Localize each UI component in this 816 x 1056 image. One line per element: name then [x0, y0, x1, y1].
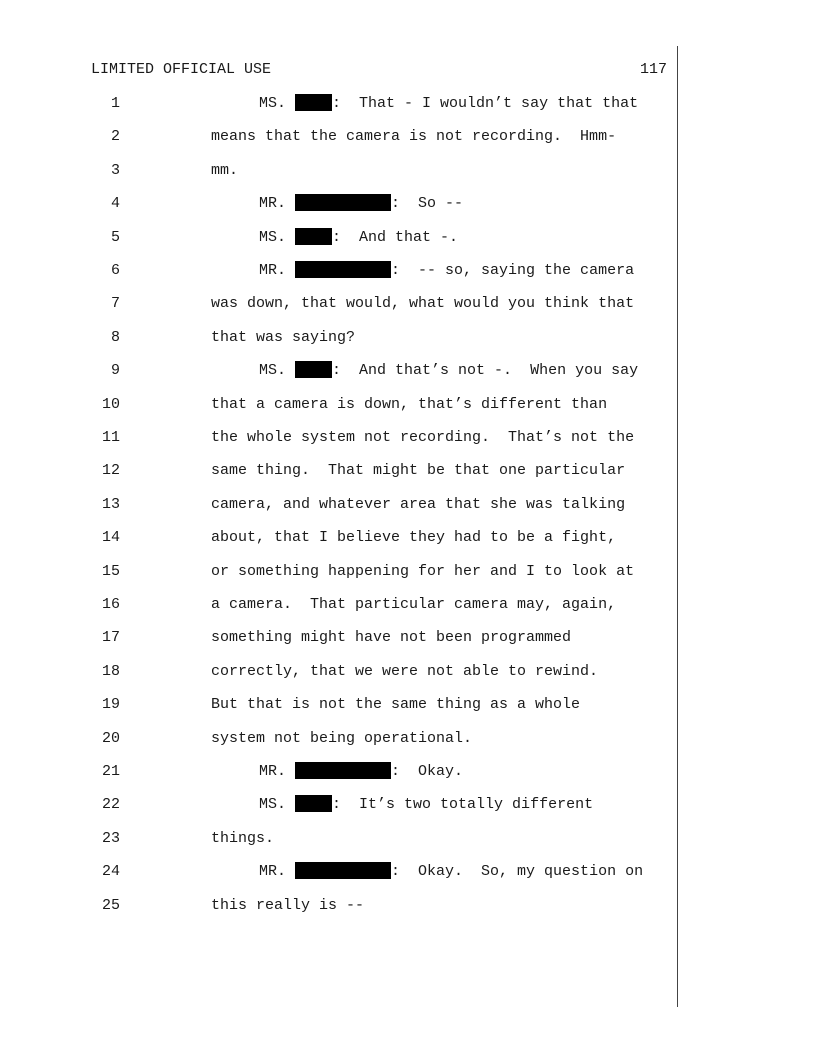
- redaction-box: [295, 862, 391, 879]
- redaction-box: [295, 94, 332, 111]
- line-number: 2: [110, 128, 120, 146]
- line-content: or something happening for her and I to look at: [211, 562, 635, 580]
- line-number: 12: [101, 462, 120, 480]
- redaction-box: [295, 361, 332, 378]
- line-content: : -- so, saying the camera: [391, 262, 635, 279]
- speaker-title: MS.: [259, 362, 287, 380]
- speaker-line-text: [259, 795, 593, 815]
- line-content: means that the camera is not recording. Hmm-: [211, 128, 617, 146]
- line-number: 6: [110, 262, 120, 279]
- line-number: 25: [101, 896, 120, 914]
- line-number: 4: [110, 195, 120, 213]
- transcript-line: [0, 795, 680, 815]
- line-content: that a camera is down, that’s different than: [211, 395, 608, 413]
- speaker-line-text: [259, 762, 463, 782]
- line-text: [211, 896, 364, 916]
- line-number: 15: [101, 562, 120, 580]
- speaker-line-text: [259, 94, 638, 114]
- transcript-line: [0, 461, 680, 481]
- transcript-line: [0, 94, 680, 114]
- speaker-title: MR.: [259, 763, 287, 780]
- line-content: camera, and whatever area that she was talking: [211, 495, 626, 513]
- transcript-line: [0, 595, 680, 615]
- line-text: [211, 495, 625, 515]
- line-content: something might have not been programmed: [211, 629, 572, 647]
- redaction-box: [295, 762, 391, 779]
- classification-header: LIMITED OFFICIAL USE: [91, 61, 272, 78]
- line-content: mm.: [211, 161, 239, 179]
- line-text: [211, 695, 580, 715]
- line-content: system not being operational.: [211, 729, 473, 747]
- transcript-line: [0, 328, 680, 348]
- transcript-line: [0, 294, 680, 314]
- speaker-title: MR.: [259, 863, 287, 881]
- transcript-line: [0, 695, 680, 715]
- line-content: correctly, that we were not able to rewind.: [211, 662, 599, 680]
- speaker-line-text: [259, 194, 463, 214]
- line-number: 24: [101, 863, 120, 881]
- transcript-line: [0, 395, 680, 415]
- line-number: 16: [101, 596, 120, 613]
- speaker-line-text: [259, 261, 634, 281]
- line-text: [211, 328, 355, 348]
- line-number: 9: [110, 362, 120, 380]
- speaker-title: MS.: [259, 796, 287, 814]
- transcript-line: [0, 127, 680, 147]
- redaction-box: [295, 795, 332, 812]
- speaker-line-text: [259, 361, 638, 381]
- transcript-line: [0, 361, 680, 381]
- line-content: : It’s two totally different: [332, 796, 594, 814]
- speaker-line-text: [259, 228, 458, 248]
- line-text: [211, 395, 607, 415]
- transcript-line: [0, 628, 680, 648]
- line-content: : That - I wouldn’t say that that: [332, 95, 639, 112]
- line-text: [211, 461, 625, 481]
- line-content: : Okay.: [391, 763, 464, 780]
- line-content: : And that’s not -. When you say: [332, 362, 639, 380]
- line-text: [211, 294, 634, 314]
- transcript-line: [0, 662, 680, 682]
- line-number: 20: [101, 729, 120, 747]
- line-content: : And that -.: [332, 228, 459, 246]
- line-content: things.: [211, 829, 275, 847]
- line-text: [211, 829, 274, 849]
- line-number: 10: [101, 395, 120, 413]
- line-number: 19: [101, 696, 120, 714]
- speaker-title: MS.: [259, 95, 287, 112]
- line-text: [211, 161, 238, 181]
- speaker-title: MR.: [259, 262, 287, 279]
- line-text: [211, 662, 598, 682]
- line-number: 21: [101, 763, 120, 780]
- line-text: [211, 729, 472, 749]
- line-number: 7: [110, 295, 120, 313]
- redaction-box: [295, 228, 332, 245]
- speaker-line-text: [259, 862, 643, 882]
- line-number: 17: [101, 629, 120, 647]
- line-text: [211, 562, 634, 582]
- line-content: a camera. That particular camera may, again,: [211, 596, 617, 613]
- line-content: was down, that would, what would you think that: [211, 295, 635, 313]
- transcript-line: [0, 762, 680, 782]
- transcript-line: [0, 562, 680, 582]
- page-number: 117: [639, 61, 667, 78]
- line-number: 23: [101, 829, 120, 847]
- line-content: But that is not the same thing as a whole: [211, 696, 581, 714]
- transcript-line: [0, 495, 680, 515]
- transcript-line: [0, 161, 680, 181]
- line-text: [211, 428, 634, 448]
- line-text: [211, 595, 616, 615]
- line-number: 18: [101, 662, 120, 680]
- transcript-line: [0, 228, 680, 248]
- transcript-line: [0, 862, 680, 882]
- redaction-box: [295, 261, 391, 278]
- line-number: 3: [110, 161, 120, 179]
- redaction-box: [295, 194, 391, 211]
- line-number: 22: [101, 796, 120, 814]
- transcript-line: [0, 729, 680, 749]
- transcript-line: [0, 528, 680, 548]
- transcript-line: [0, 194, 680, 214]
- line-content: about, that I believe they had to be a fight,: [211, 529, 617, 547]
- speaker-title: MR.: [259, 195, 287, 213]
- line-number: 13: [101, 495, 120, 513]
- line-number: 1: [110, 95, 120, 112]
- line-content: same thing. That might be that one particular: [211, 462, 626, 480]
- line-number: 14: [101, 529, 120, 547]
- transcript-line: [0, 896, 680, 916]
- line-text: [211, 628, 571, 648]
- line-text: [211, 528, 616, 548]
- transcript-line: [0, 261, 680, 281]
- line-content: : Okay. So, my question on: [391, 863, 644, 881]
- line-content: : So --: [391, 195, 464, 213]
- transcript-line: [0, 829, 680, 849]
- line-number: 11: [101, 429, 120, 446]
- line-number: 8: [110, 328, 120, 346]
- line-content: the whole system not recording. That’s not the: [211, 429, 635, 446]
- line-content: that was saying?: [211, 328, 356, 346]
- transcript-line: [0, 428, 680, 448]
- line-text: [211, 127, 616, 147]
- line-number: 5: [110, 228, 120, 246]
- line-content: this really is --: [211, 896, 365, 914]
- speaker-title: MS.: [259, 228, 287, 246]
